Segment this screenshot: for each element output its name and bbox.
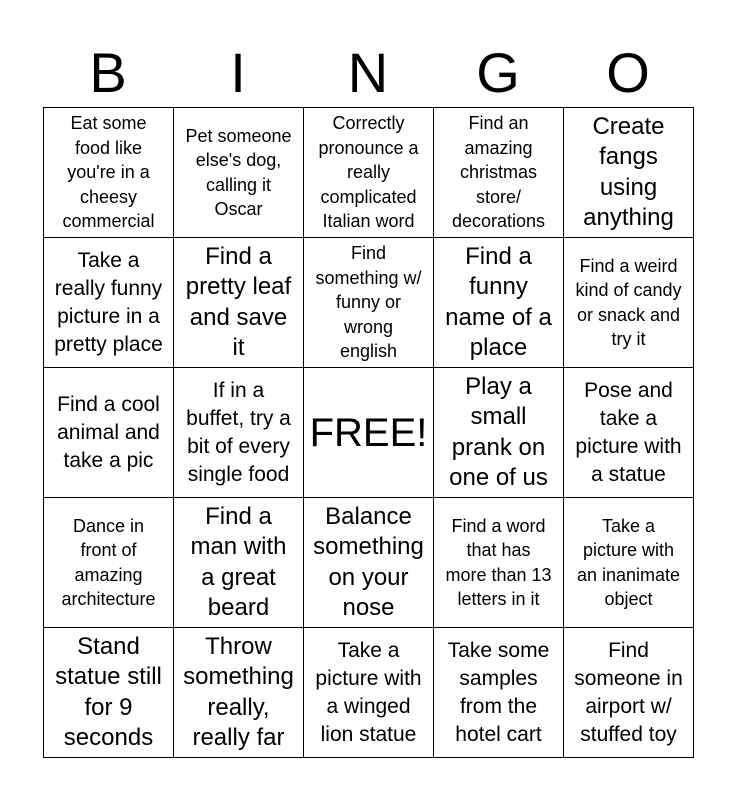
- bingo-cell-r1c3[interactable]: [304, 108, 434, 238]
- bingo-cell-r5c5[interactable]: [564, 628, 694, 758]
- bingo-cell-r4c4[interactable]: [434, 498, 564, 628]
- bingo-cell-r2c4[interactable]: [434, 238, 564, 368]
- cell-text: Find someone in airport w/ stuffed toy: [574, 638, 683, 746]
- header-letter-n: N: [347, 41, 389, 104]
- bingo-cell-free[interactable]: [304, 368, 434, 498]
- cell-text: Take a picture with an inanimate object: [576, 515, 681, 609]
- bingo-cell-r3c5[interactable]: [564, 368, 694, 498]
- bingo-cell-r4c5[interactable]: [564, 498, 694, 628]
- cell-text: Play a small prank on one of us: [449, 372, 548, 491]
- bingo-cell-r1c1[interactable]: [44, 108, 174, 238]
- bingo-board: [43, 107, 694, 758]
- header-letter-i: I: [230, 41, 246, 104]
- cell-text: Find a cool animal and take a pic: [57, 392, 160, 472]
- bingo-cell-r4c3[interactable]: [304, 498, 434, 628]
- cell-text: Eat some food like you're in a cheesy commercial: [62, 113, 155, 232]
- cell-text: If in a buffet, try a bit of every single food: [186, 378, 291, 486]
- cell-text: Find a weird kind of candy or snack and try it: [575, 255, 682, 349]
- cell-text: Throw something really, really far: [183, 632, 294, 751]
- bingo-cell-r1c5[interactable]: [564, 108, 694, 238]
- cell-text: Find something w/ funny or wrong english: [315, 243, 422, 362]
- bingo-cell-r2c3[interactable]: [304, 238, 434, 368]
- cell-text: Find a pretty leaf and save it: [185, 242, 292, 361]
- bingo-cell-r3c2[interactable]: [174, 368, 304, 498]
- cell-text: Find a word that has more than 13 letters in it: [445, 515, 552, 609]
- cell-text: Find a man with a great beard: [190, 502, 287, 621]
- bingo-cell-r4c1[interactable]: [44, 498, 174, 628]
- bingo-cell-r5c1[interactable]: [44, 628, 174, 758]
- bingo-header: [43, 40, 693, 106]
- cell-text: Take a picture with a winged lion statue: [315, 638, 422, 746]
- header-letter-o: O: [606, 41, 650, 104]
- header-letter-b: B: [89, 41, 127, 104]
- cell-text: Take some samples from the hotel cart: [447, 638, 550, 746]
- bingo-cell-r3c1[interactable]: [44, 368, 174, 498]
- bingo-cell-r5c3[interactable]: [304, 628, 434, 758]
- bingo-cell-r3c4[interactable]: [434, 368, 564, 498]
- bingo-cell-r5c2[interactable]: [174, 628, 304, 758]
- bingo-cell-r1c4[interactable]: [434, 108, 564, 238]
- free-space-text: FREE!: [309, 410, 428, 455]
- cell-text: Find an amazing christmas store/ decorations: [451, 113, 546, 232]
- cell-text: Pose and take a picture with a statue: [575, 378, 682, 486]
- header-letter-g: G: [476, 41, 520, 104]
- bingo-cell-r4c2[interactable]: [174, 498, 304, 628]
- cell-text: Correctly pronounce a really complicated Italian word: [318, 113, 419, 232]
- cell-text: Take a really funny picture in a pretty place: [54, 248, 163, 356]
- cell-text: Stand statue still for 9 seconds: [55, 632, 162, 751]
- cell-text: Pet someone else's dog, calling it Oscar: [185, 125, 292, 219]
- cell-text: Balance something on your nose: [313, 502, 424, 621]
- bingo-cell-r1c2[interactable]: [174, 108, 304, 238]
- cell-text: Dance in front of amazing architecture: [61, 515, 156, 609]
- bingo-cell-r2c2[interactable]: [174, 238, 304, 368]
- cell-text: Find a funny name of a place: [445, 242, 552, 361]
- cell-text: Create fangs using anything: [583, 112, 674, 231]
- bingo-cell-r2c1[interactable]: [44, 238, 174, 368]
- bingo-cell-r2c5[interactable]: [564, 238, 694, 368]
- bingo-cell-r5c4[interactable]: [434, 628, 564, 758]
